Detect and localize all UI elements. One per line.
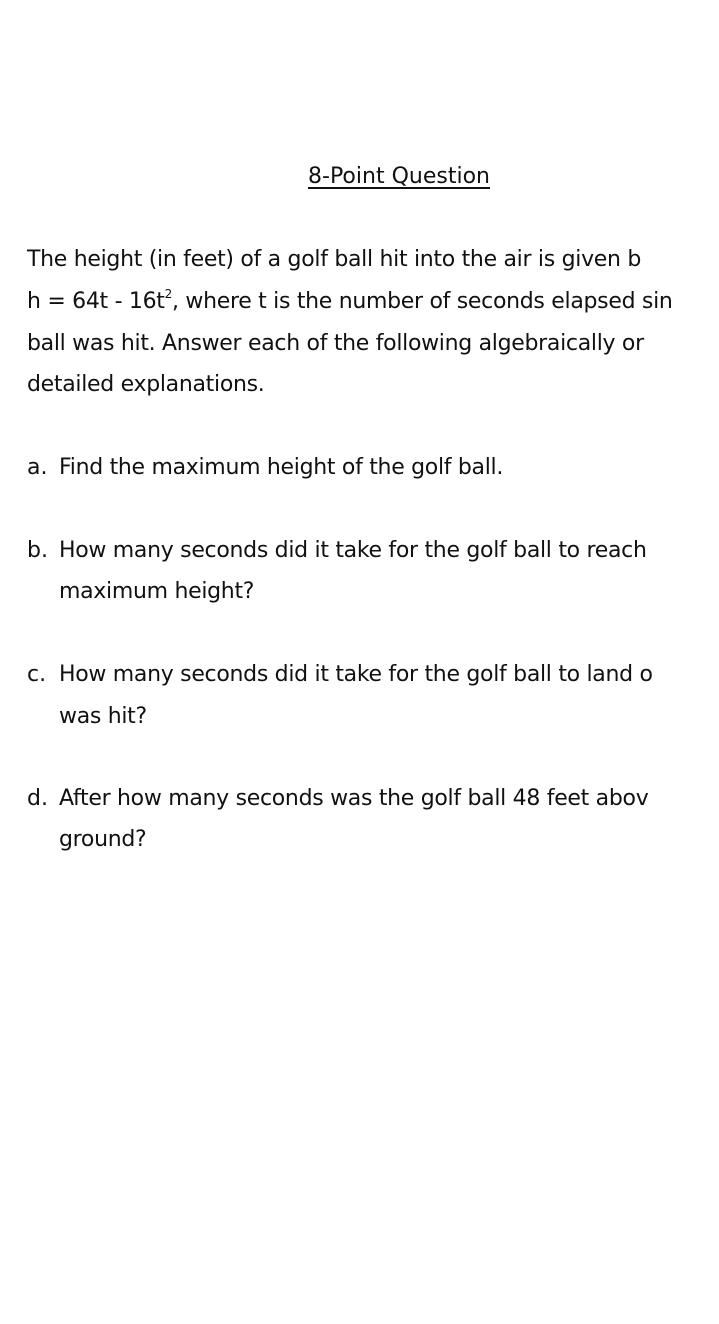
question-title: 8-Point Question	[308, 164, 490, 189]
intro-line-2	[27, 287, 673, 317]
item-b-text-line-2: maximum height?	[59, 579, 255, 604]
item-a-letter: a.	[27, 455, 48, 480]
item-c-text-line-2: was hit?	[59, 704, 147, 729]
item-b-letter: b.	[27, 538, 48, 563]
intro-line-2-rest: , where t is the number of seconds elapsed sin	[171, 289, 673, 314]
item-d-text-line-2: ground?	[59, 827, 147, 852]
intro-line-4: detailed explanations.	[27, 372, 265, 397]
item-d-letter: d.	[27, 786, 48, 811]
intro-line-3: ball was hit. Answer each of the following algebraically or	[27, 331, 644, 356]
item-c-text-line-1: How many seconds did it take for the golf ball to land o	[59, 662, 653, 687]
item-b-text-line-1: How many seconds did it take for the golf ball to reach	[59, 538, 647, 563]
intro-line-1: The height (in feet) of a golf ball hit into the air is given b	[27, 247, 642, 272]
equation-text: h = 64t - 16t	[27, 289, 165, 314]
item-a-text: Find the maximum height of the golf ball.	[59, 455, 504, 480]
item-d-text-line-1: After how many seconds was the golf ball 48 feet abov	[59, 786, 649, 811]
exponent: 2	[164, 286, 172, 301]
item-c-letter: c.	[27, 662, 47, 687]
